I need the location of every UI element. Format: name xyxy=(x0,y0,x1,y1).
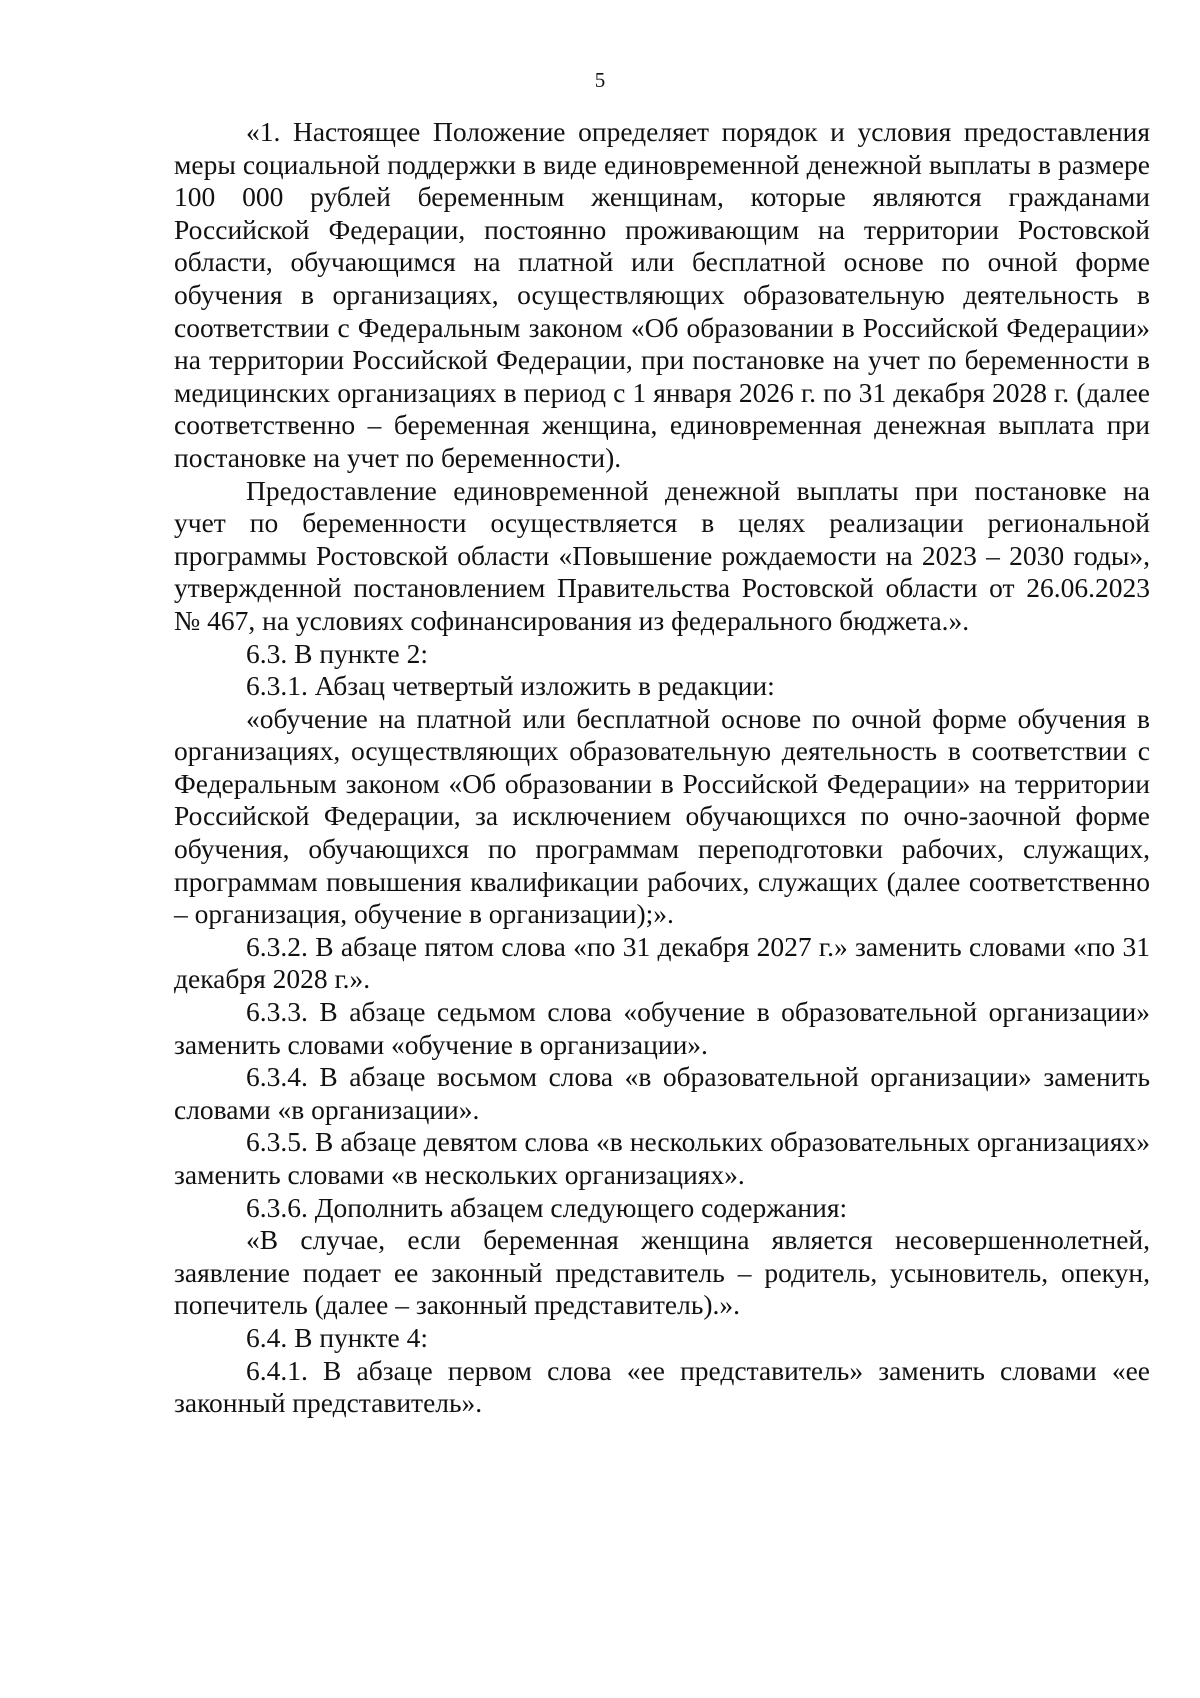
paragraph-6-3-4: 6.3.4. В абзаце восьмом слова «в образовательной организации» заменить словами «в организации». xyxy=(174,1061,1150,1125)
paragraph-6-3-1: 6.3.1. Абзац четвертый изложить в редакции: xyxy=(246,670,775,702)
paragraph-6-3-2: 6.3.2. В абзаце пятом слова «по 31 декабря 2027 г.» заменить словами «по 31 декабря 2028 г.». xyxy=(174,930,1150,995)
paragraph-2: Предоставление единовременной денежной выплаты при постановке на учет по беременности осуществляется в целях реализации региональной программы Ростовской области «Повышение рождаемости на 2023 – 2030 годы», утвержденной постановлением Правительства Ростовской области от 26.06.2023 № 467, на условиях софинансирования из федерального бюджета.». xyxy=(174,474,1150,636)
document-body xyxy=(174,116,1150,1420)
paragraph-6-3-3: 6.3.3. В абзаце седьмом слова «обучение в образовательной организации» заменить словами «обучение в организации». xyxy=(174,996,1150,1060)
paragraph-quote-obuchenie: «обучение на платной или бесплатной основе по очной форме обучения в организациях, осуществляющих образовательную деятельность в соответствии с Федеральным законом «Об образовании в Российской Федерации» на территории Российской Федерации, за исключением обучающихся по очно-заочной форме обучения, обучающихся по программам переподготовки рабочих, служащих, программам повышения квалификации рабочих, служащих (далее соответственно – организация, обучение в организации);». xyxy=(174,702,1150,930)
paragraph-1: «1. Настоящее Положение определяет порядок и условия предоставления меры социальной поддержки в виде единовременной денежной выплаты в размере 100 000 рублей беременным женщинам, которые являются гражданами Российской Федерации, постоянно проживающим на территории Ростовской области, обучающимся на платной или бесплатной основе по очной форме обучения в организациях, осуществляющих образовательную деятельность в соответствии с Федеральным законом «Об образовании в Российской Федерации» на территории Российской Федерации, при постановке на учет по беременности в медицинских организациях в период с 1 января 2026 г. по 31 декабря 2028 г. (далее соответственно – беременная женщина, единовременная денежная выплата при постановке на учет по беременности). xyxy=(174,116,1150,473)
paragraph-quote-minor: «В случае, если беременная женщина является несовершеннолетней, заявление подает ее законный представитель – родитель, усыновитель, опекун, попечитель (далее – законный представитель).». xyxy=(174,1224,1150,1321)
paragraph-6-4-1: 6.4.1. В абзаце первом слова «ее представитель» заменить словами «ее законный представитель». xyxy=(174,1354,1150,1419)
page-number: 5 xyxy=(594,68,606,92)
paragraph-6-3: 6.3. В пункте 2: xyxy=(246,637,429,669)
paragraph-6-3-5: 6.3.5. В абзаце девятом слова «в нескольких образовательных организациях» заменить словами «в нескольких организациях». xyxy=(174,1126,1150,1190)
paragraph-6-3-6: 6.3.6. Дополнить абзацем следующего содержания: xyxy=(246,1191,848,1223)
paragraph-6-4: 6.4. В пункте 4: xyxy=(246,1321,429,1353)
